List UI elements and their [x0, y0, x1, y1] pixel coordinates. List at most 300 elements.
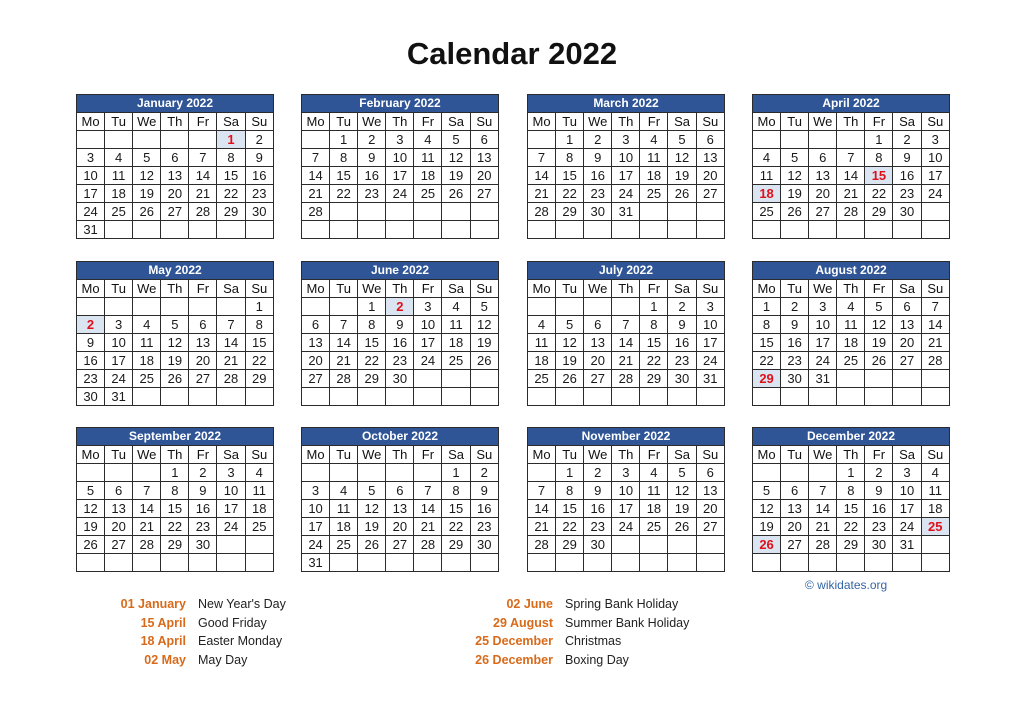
weekday-header: Th: [837, 113, 865, 131]
day-cell: 15: [245, 334, 273, 352]
day-cell: 1: [442, 464, 470, 482]
day-cell: 16: [584, 500, 612, 518]
day-cell: 12: [865, 316, 893, 334]
day-cell: 19: [556, 352, 584, 370]
day-cell: 16: [781, 334, 809, 352]
empty-day-cell: [386, 554, 414, 572]
day-cell: 24: [893, 518, 921, 536]
day-cell: 13: [893, 316, 921, 334]
weekday-header: Sa: [893, 113, 921, 131]
empty-day-cell: [921, 203, 949, 221]
day-cell: 10: [921, 149, 949, 167]
holiday-list-right: [463, 595, 689, 670]
day-cell: 18: [442, 334, 470, 352]
day-cell: 28: [809, 536, 837, 554]
day-cell: 5: [781, 149, 809, 167]
day-cell: 1: [330, 131, 358, 149]
week-row: [528, 482, 725, 500]
day-cell: 20: [470, 167, 498, 185]
week-row: [753, 352, 950, 370]
day-cell: 13: [470, 149, 498, 167]
day-cell: 6: [584, 316, 612, 334]
week-row: [753, 536, 950, 554]
holiday-name: May Day: [198, 653, 248, 668]
day-cell: 5: [865, 298, 893, 316]
empty-day-cell: [668, 536, 696, 554]
day-cell: 3: [893, 464, 921, 482]
day-cell: 7: [414, 482, 442, 500]
day-cell: 16: [865, 500, 893, 518]
month-calendar: [527, 261, 725, 406]
day-cell: 7: [528, 482, 556, 500]
empty-day-cell: [668, 388, 696, 406]
day-cell: 26: [556, 370, 584, 388]
day-cell: 23: [893, 185, 921, 203]
empty-day-cell: [161, 131, 189, 149]
weekday-header: Mo: [753, 446, 781, 464]
weekday-header: Sa: [668, 113, 696, 131]
day-cell: 28: [837, 203, 865, 221]
week-row: [77, 221, 274, 239]
day-cell: 3: [921, 131, 949, 149]
day-cell: 24: [612, 185, 640, 203]
day-cell: 17: [612, 167, 640, 185]
day-cell: 30: [668, 370, 696, 388]
day-cell: 10: [612, 149, 640, 167]
week-row: [753, 149, 950, 167]
weekday-header: Fr: [640, 446, 668, 464]
empty-day-cell: [921, 388, 949, 406]
week-row: [77, 388, 274, 406]
day-cell: 13: [189, 334, 217, 352]
week-row: [302, 334, 499, 352]
day-cell: 8: [330, 149, 358, 167]
day-cell: 8: [556, 149, 584, 167]
empty-day-cell: [556, 298, 584, 316]
day-cell: 28: [528, 536, 556, 554]
day-cell: 19: [133, 185, 161, 203]
day-cell: 11: [245, 482, 273, 500]
holiday-name: Spring Bank Holiday: [565, 597, 679, 611]
weekday-header: Su: [696, 280, 724, 298]
day-cell: 2: [893, 131, 921, 149]
weekday-header: We: [584, 280, 612, 298]
day-cell: 28: [330, 370, 358, 388]
holiday-row: [463, 614, 689, 633]
week-row: [753, 388, 950, 406]
day-cell: 11: [105, 167, 133, 185]
day-cell: 20: [386, 518, 414, 536]
day-cell: 9: [584, 482, 612, 500]
day-cell: 8: [640, 316, 668, 334]
empty-day-cell: [105, 221, 133, 239]
empty-day-cell: [696, 388, 724, 406]
month-name: April 2022: [753, 95, 950, 113]
day-cell: 9: [865, 482, 893, 500]
holiday-day-cell: 29: [753, 370, 781, 388]
day-cell: 10: [77, 167, 105, 185]
day-cell: 25: [414, 185, 442, 203]
month-name: September 2022: [77, 428, 274, 446]
week-row: [77, 298, 274, 316]
empty-day-cell: [133, 464, 161, 482]
day-cell: 9: [386, 316, 414, 334]
empty-day-cell: [612, 388, 640, 406]
holiday-name: Summer Bank Holiday: [565, 615, 690, 630]
weekday-header: Tu: [781, 446, 809, 464]
day-cell: 2: [358, 131, 386, 149]
day-cell: 20: [781, 518, 809, 536]
weekday-header: Tu: [556, 113, 584, 131]
empty-day-cell: [442, 554, 470, 572]
day-cell: 18: [640, 167, 668, 185]
holiday-name: Easter Monday: [198, 634, 283, 649]
empty-day-cell: [921, 221, 949, 239]
day-cell: 12: [753, 500, 781, 518]
day-cell: 24: [77, 203, 105, 221]
day-cell: 6: [105, 482, 133, 500]
weekday-header: Fr: [189, 280, 217, 298]
day-cell: 30: [893, 203, 921, 221]
day-cell: 21: [133, 518, 161, 536]
empty-day-cell: [612, 536, 640, 554]
holiday-day-cell: 2: [77, 316, 105, 334]
day-cell: 27: [809, 203, 837, 221]
empty-day-cell: [105, 464, 133, 482]
day-cell: 12: [668, 482, 696, 500]
weekday-header: Th: [386, 113, 414, 131]
week-row: [528, 388, 725, 406]
empty-day-cell: [921, 370, 949, 388]
day-cell: 10: [893, 482, 921, 500]
empty-day-cell: [330, 298, 358, 316]
empty-day-cell: [414, 203, 442, 221]
day-cell: 12: [556, 334, 584, 352]
empty-day-cell: [556, 554, 584, 572]
day-cell: 24: [612, 518, 640, 536]
day-cell: 9: [358, 149, 386, 167]
day-cell: 7: [837, 149, 865, 167]
day-cell: 6: [696, 464, 724, 482]
day-cell: 11: [921, 482, 949, 500]
empty-day-cell: [668, 554, 696, 572]
day-cell: 30: [189, 536, 217, 554]
day-cell: 12: [668, 149, 696, 167]
weekday-header: Th: [612, 446, 640, 464]
weekday-header: Tu: [105, 280, 133, 298]
empty-day-cell: [640, 203, 668, 221]
week-row: [302, 352, 499, 370]
day-cell: 24: [105, 370, 133, 388]
day-cell: 6: [386, 482, 414, 500]
holiday-date: 25 December: [475, 634, 553, 649]
weekday-header: Tu: [330, 280, 358, 298]
empty-day-cell: [442, 221, 470, 239]
day-cell: 19: [668, 500, 696, 518]
day-cell: 9: [77, 334, 105, 352]
week-row: [77, 149, 274, 167]
weekday-header: Mo: [528, 446, 556, 464]
day-cell: 27: [470, 185, 498, 203]
day-cell: 31: [302, 554, 330, 572]
day-cell: 26: [161, 370, 189, 388]
day-cell: 14: [217, 334, 245, 352]
empty-day-cell: [470, 388, 498, 406]
weekday-header: Tu: [105, 113, 133, 131]
empty-day-cell: [865, 554, 893, 572]
holiday-row: [100, 595, 286, 614]
day-cell: 21: [809, 518, 837, 536]
weekday-header: Fr: [865, 113, 893, 131]
day-cell: 19: [753, 518, 781, 536]
day-cell: 26: [133, 203, 161, 221]
day-cell: 27: [781, 536, 809, 554]
day-cell: 17: [105, 352, 133, 370]
day-cell: 16: [893, 167, 921, 185]
day-cell: 7: [189, 149, 217, 167]
day-cell: 10: [105, 334, 133, 352]
empty-day-cell: [921, 536, 949, 554]
day-cell: 14: [528, 167, 556, 185]
day-cell: 22: [753, 352, 781, 370]
empty-day-cell: [77, 298, 105, 316]
day-cell: 2: [189, 464, 217, 482]
day-cell: 2: [865, 464, 893, 482]
day-cell: 14: [414, 500, 442, 518]
holiday-day-cell: 1: [217, 131, 245, 149]
day-cell: 8: [245, 316, 273, 334]
day-cell: 22: [865, 185, 893, 203]
day-cell: 9: [668, 316, 696, 334]
day-cell: 21: [330, 352, 358, 370]
month-name: August 2022: [753, 262, 950, 280]
day-cell: 17: [893, 500, 921, 518]
weekday-header: Tu: [330, 113, 358, 131]
month-name: November 2022: [528, 428, 725, 446]
day-cell: 24: [414, 352, 442, 370]
day-cell: 22: [358, 352, 386, 370]
week-row: [302, 536, 499, 554]
day-cell: 17: [386, 167, 414, 185]
day-cell: 31: [893, 536, 921, 554]
day-cell: 20: [696, 167, 724, 185]
weekday-header: Sa: [442, 113, 470, 131]
day-cell: 13: [386, 500, 414, 518]
empty-day-cell: [528, 221, 556, 239]
day-cell: 3: [414, 298, 442, 316]
day-cell: 17: [921, 167, 949, 185]
day-cell: 23: [865, 518, 893, 536]
empty-day-cell: [386, 464, 414, 482]
week-row: [302, 149, 499, 167]
empty-day-cell: [781, 554, 809, 572]
day-cell: 5: [470, 298, 498, 316]
page-title: Calendar 2022: [406, 36, 618, 71]
weekday-header: Sa: [893, 280, 921, 298]
week-row: [528, 554, 725, 572]
empty-day-cell: [809, 464, 837, 482]
month-calendar: [301, 261, 499, 406]
day-cell: 23: [77, 370, 105, 388]
holiday-date: 02 May: [144, 653, 186, 668]
day-cell: 17: [612, 500, 640, 518]
weekday-header: Tu: [556, 446, 584, 464]
day-cell: 4: [640, 131, 668, 149]
day-cell: 23: [668, 352, 696, 370]
day-cell: 30: [865, 536, 893, 554]
week-row: [528, 352, 725, 370]
day-cell: 5: [668, 464, 696, 482]
day-cell: 18: [640, 500, 668, 518]
day-cell: 11: [330, 500, 358, 518]
week-row: [528, 167, 725, 185]
week-row: [753, 554, 950, 572]
empty-day-cell: [528, 464, 556, 482]
empty-day-cell: [612, 298, 640, 316]
day-cell: 4: [640, 464, 668, 482]
empty-day-cell: [189, 298, 217, 316]
empty-day-cell: [217, 298, 245, 316]
empty-day-cell: [809, 131, 837, 149]
weekday-header: Fr: [414, 446, 442, 464]
day-cell: 1: [556, 131, 584, 149]
day-cell: 27: [386, 536, 414, 554]
weekday-header: Fr: [189, 446, 217, 464]
day-cell: 10: [414, 316, 442, 334]
empty-day-cell: [696, 554, 724, 572]
weekday-header: Su: [245, 446, 273, 464]
empty-day-cell: [217, 536, 245, 554]
weekday-header: Mo: [302, 280, 330, 298]
day-cell: 3: [217, 464, 245, 482]
holiday-date: 29 August: [493, 615, 553, 630]
holiday-list-left: [100, 595, 286, 670]
weekday-header: Th: [386, 446, 414, 464]
empty-day-cell: [640, 536, 668, 554]
day-cell: 10: [809, 316, 837, 334]
empty-day-cell: [781, 388, 809, 406]
empty-day-cell: [330, 388, 358, 406]
week-row: [302, 203, 499, 221]
credit-link[interactable]: © wikidates.org: [805, 578, 888, 592]
day-cell: 26: [77, 536, 105, 554]
week-row: [302, 464, 499, 482]
week-row: [302, 167, 499, 185]
day-cell: 2: [584, 464, 612, 482]
week-row: [528, 149, 725, 167]
day-cell: 14: [133, 500, 161, 518]
weekday-header: We: [133, 113, 161, 131]
empty-day-cell: [133, 298, 161, 316]
week-row: [77, 500, 274, 518]
day-cell: 28: [921, 352, 949, 370]
day-cell: 8: [217, 149, 245, 167]
day-cell: 2: [470, 464, 498, 482]
empty-day-cell: [386, 203, 414, 221]
day-cell: 7: [921, 298, 949, 316]
day-cell: 3: [612, 131, 640, 149]
day-cell: 29: [442, 536, 470, 554]
weekday-header: Mo: [77, 280, 105, 298]
month-name: March 2022: [528, 95, 725, 113]
day-cell: 30: [386, 370, 414, 388]
day-cell: 8: [556, 482, 584, 500]
day-cell: 25: [105, 203, 133, 221]
day-cell: 21: [302, 185, 330, 203]
day-cell: 10: [302, 500, 330, 518]
day-cell: 19: [865, 334, 893, 352]
day-cell: 13: [105, 500, 133, 518]
holiday-row: [100, 651, 286, 670]
day-cell: 4: [921, 464, 949, 482]
weekday-header: Su: [245, 280, 273, 298]
day-cell: 6: [809, 149, 837, 167]
day-cell: 18: [921, 500, 949, 518]
empty-day-cell: [809, 554, 837, 572]
holiday-name: New Year's Day: [198, 597, 286, 611]
day-cell: 21: [921, 334, 949, 352]
day-cell: 16: [584, 167, 612, 185]
day-cell: 22: [330, 185, 358, 203]
day-cell: 29: [640, 370, 668, 388]
week-row: [77, 464, 274, 482]
weekday-header: Su: [921, 113, 949, 131]
weekday-header: Th: [161, 446, 189, 464]
week-row: [753, 185, 950, 203]
day-cell: 13: [161, 167, 189, 185]
empty-day-cell: [753, 221, 781, 239]
week-row: [528, 185, 725, 203]
day-cell: 5: [556, 316, 584, 334]
weekday-header: Sa: [893, 446, 921, 464]
day-cell: 14: [612, 334, 640, 352]
week-row: [302, 482, 499, 500]
empty-day-cell: [133, 388, 161, 406]
weekday-header: Fr: [189, 113, 217, 131]
empty-day-cell: [414, 221, 442, 239]
empty-day-cell: [753, 388, 781, 406]
day-cell: 13: [809, 167, 837, 185]
day-cell: 12: [161, 334, 189, 352]
day-cell: 29: [245, 370, 273, 388]
week-row: [753, 316, 950, 334]
day-cell: 27: [893, 352, 921, 370]
day-cell: 4: [414, 131, 442, 149]
day-cell: 18: [837, 334, 865, 352]
weekday-header: Sa: [442, 446, 470, 464]
week-row: [77, 482, 274, 500]
day-cell: 24: [217, 518, 245, 536]
day-cell: 3: [809, 298, 837, 316]
empty-day-cell: [781, 464, 809, 482]
day-cell: 21: [189, 185, 217, 203]
week-row: [753, 131, 950, 149]
weekday-header: We: [133, 280, 161, 298]
month-name: January 2022: [77, 95, 274, 113]
day-cell: 5: [133, 149, 161, 167]
day-cell: 21: [414, 518, 442, 536]
week-row: [528, 536, 725, 554]
weekday-header: We: [358, 280, 386, 298]
weekday-header: We: [358, 113, 386, 131]
day-cell: 12: [470, 316, 498, 334]
weekday-header: Tu: [105, 446, 133, 464]
weekday-header: We: [358, 446, 386, 464]
day-cell: 12: [133, 167, 161, 185]
weekday-header: Fr: [640, 280, 668, 298]
day-cell: 21: [528, 185, 556, 203]
empty-day-cell: [556, 388, 584, 406]
